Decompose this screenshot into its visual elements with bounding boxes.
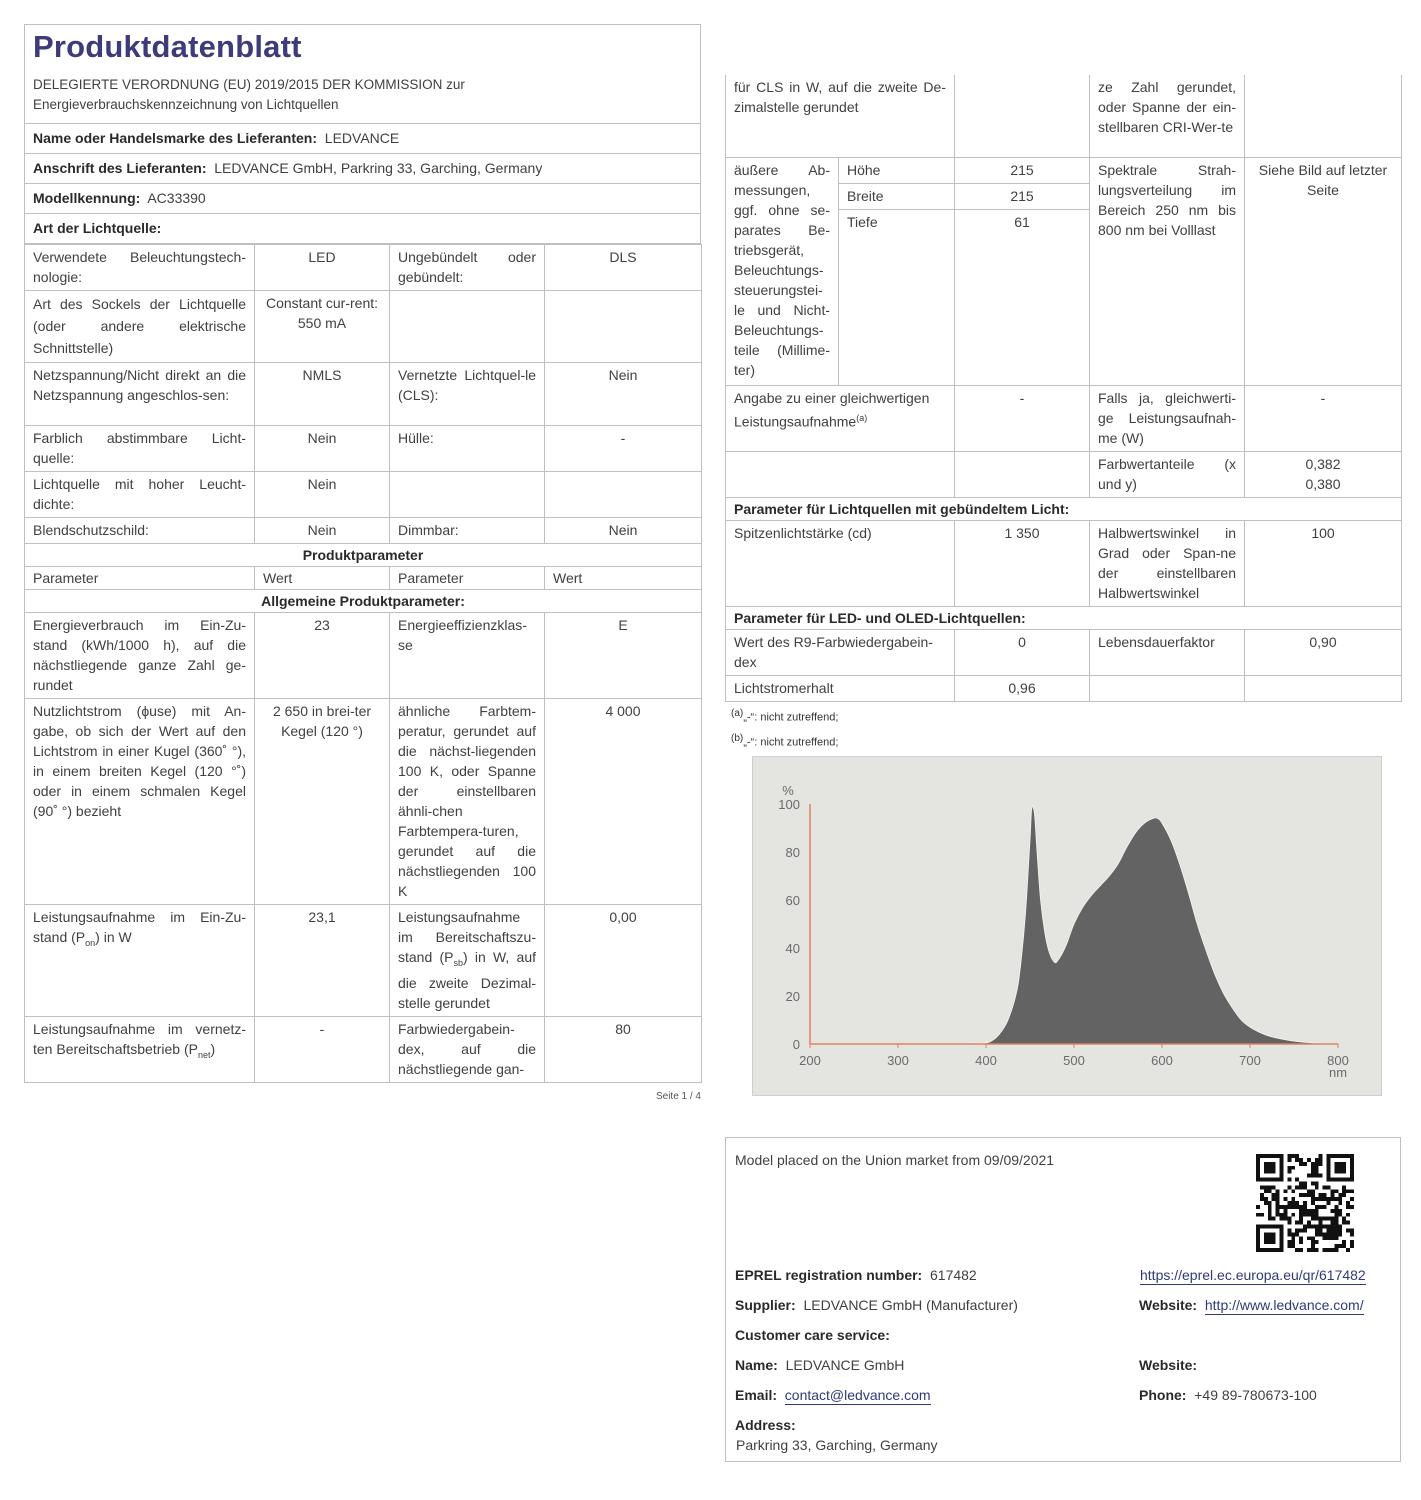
chromaticity-x: 0,382 xyxy=(1305,455,1341,472)
value-cell xyxy=(955,451,1090,497)
table-row xyxy=(726,520,1402,606)
param-cell: Falls ja, gleichwerti-ge Leistungsaufnah-me (W) xyxy=(1090,385,1245,451)
table-row xyxy=(25,613,702,699)
param-cell xyxy=(726,385,955,451)
cc-address-label: Address: xyxy=(735,1417,796,1433)
param-cell: Energieeffizienzklas-se xyxy=(390,613,545,699)
general-parameters-heading: Allgemeine Produktparameter: xyxy=(25,590,702,613)
market-date-text: Model placed on the Union market from 09/09/2021 xyxy=(735,1152,1055,1168)
eprel-url-row xyxy=(1140,1267,1366,1283)
chart-svg xyxy=(753,757,1383,1097)
eprel-url-link[interactable]: https://eprel.ec.europa.eu/qr/617482 xyxy=(1140,1267,1366,1283)
value-cell: - xyxy=(545,426,702,472)
datasheet-page-2 xyxy=(725,75,1401,755)
value-cell: Nein xyxy=(255,426,390,472)
dimensions-label: äußere Ab-messungen, ggf. ohne se-parates Be-triebsgerät, Beleuchtungs-steuerungstei-le und Nicht-Beleuchtungs-teile (Millime-ter) xyxy=(726,157,839,385)
cc-website-label: Website: xyxy=(1139,1357,1198,1373)
param-cell: Halbwertswinkel in Grad oder Span-ne der einstellbaren Halbwertswinkel xyxy=(1090,520,1245,606)
regulation-line-1: DELEGIERTE VERORDNUNG (EU) 2019/2015 DER KOMMISSION zur xyxy=(33,77,465,92)
cc-email-label: Email: xyxy=(735,1387,778,1403)
param-cell xyxy=(390,472,545,518)
x-tick-label: 400 xyxy=(975,1053,997,1068)
table-row xyxy=(25,905,702,1017)
cc-name-label: Name: xyxy=(735,1357,778,1373)
table-row xyxy=(726,675,1402,701)
value-cell: - xyxy=(1245,385,1402,451)
product-parameters-heading: Produktparameter xyxy=(25,544,702,567)
dimension-depth-value: 61 xyxy=(955,209,1090,385)
website-label: Website: xyxy=(1139,1297,1198,1313)
param-cell: Energieverbrauch im Ein-Zu-stand (kWh/1000 h), auf die nächstliegende ganze Zahl ge-rundet xyxy=(25,613,255,699)
cc-phone-label: Phone: xyxy=(1139,1387,1187,1403)
cc-email-row xyxy=(735,1387,931,1403)
value-cell: 2 650 in brei-ter Kegel (120 °) xyxy=(255,699,390,905)
footnote-text: „-“: nicht zutreffend; xyxy=(743,736,839,749)
param-subscript: sb xyxy=(453,957,463,968)
spectral-label: Spektrale Strah-lungsverteilung im Bereich 250 nm bis 800 nm bei Volllast xyxy=(1090,157,1245,385)
table-row xyxy=(25,245,702,291)
section-heading-row xyxy=(25,544,702,567)
table-row xyxy=(25,363,702,426)
value-cell: - xyxy=(955,385,1090,451)
param-cell: Farblich abstimmbare Licht-quelle: xyxy=(25,426,255,472)
qr-code-icon[interactable] xyxy=(1256,1154,1354,1252)
supplier-name-label: Name oder Handelsmarke des Lieferanten: xyxy=(33,130,317,146)
y-tick-label: 60 xyxy=(785,893,800,908)
column-header-row xyxy=(25,567,702,590)
regulation-line-2: Energieverbrauchskennzeichnung von Lichtquellen xyxy=(33,97,339,112)
spectral-distribution-chart xyxy=(752,756,1382,1096)
table-row xyxy=(25,291,702,363)
cc-phone-row xyxy=(1139,1387,1317,1403)
param-text: ) xyxy=(210,1040,216,1057)
param-cell xyxy=(1090,675,1245,701)
value-cell: 0,00 xyxy=(545,905,702,1017)
value-cell: Nein xyxy=(545,363,702,426)
datasheet-page-1 xyxy=(24,24,701,1102)
param-cell: Blendschutzschild: xyxy=(25,518,255,544)
value-cell: NMLS xyxy=(255,363,390,426)
value-cell: 0,90 xyxy=(1245,629,1402,675)
page-title: Produktdatenblatt xyxy=(33,29,302,64)
param-cell: Nutzlichtstrom (ϕuse) mit An-gabe, ob sich der Wert auf den Lichtstrom in einer Kugel (360˚ °), in einem breiten Kegel (120 °˚) oder in einem schmalen Kegel (90˚ °) bezieht xyxy=(25,699,255,905)
value-cell: E xyxy=(545,613,702,699)
param-text: Leistungsaufnahme im Ein-Zu-stand (P xyxy=(33,909,246,945)
param-cell: ähnliche Farbtem-peratur, gerundet auf die nächst-liegenden 100 K, oder Spanne der einstellbaren ähnli-chen Farbtempera-turen, gerundet auf die nächstliegenden 100 K xyxy=(390,699,545,905)
supplier-label: Supplier: xyxy=(735,1297,796,1313)
chromaticity-y: 0,380 xyxy=(1305,475,1341,492)
param-cell: Lichtquelle mit hoher Leucht-dichte: xyxy=(25,472,255,518)
param-cell: für CLS in W, auf die zweite De-zimalstelle gerundet xyxy=(726,75,955,157)
cc-phone-value: +49 89-780673-100 xyxy=(1194,1387,1317,1403)
supplier-address-label: Anschrift des Lieferanten: xyxy=(33,160,207,176)
regulation-text xyxy=(25,73,700,124)
supplier-address-value: LEDVANCE GmbH, Parkring 33, Garching, Germany xyxy=(214,160,543,176)
y-axis-label: % xyxy=(782,783,794,798)
table-row xyxy=(726,385,1402,451)
light-source-type-label: Art der Lichtquelle: xyxy=(33,220,162,236)
table-row xyxy=(25,518,702,544)
eprel-label: EPREL registration number: xyxy=(735,1267,923,1283)
footnote-mark: (a) xyxy=(731,707,744,719)
param-text: Leistungsaufnahme im vernetz-ten Bereitschaftsbetrieb (P xyxy=(33,1020,246,1057)
value-cell: 23 xyxy=(255,613,390,699)
x-tick-label: 200 xyxy=(799,1053,821,1068)
param-cell xyxy=(25,1016,255,1082)
cc-address-label-row xyxy=(735,1417,796,1433)
table-row xyxy=(726,157,1402,183)
supplier-address-row xyxy=(25,154,700,184)
cc-name-value: LEDVANCE GmbH xyxy=(785,1357,905,1373)
value-cell xyxy=(545,472,702,518)
param-cell xyxy=(390,905,545,1017)
col-header-value: Wert xyxy=(545,567,702,590)
footnote xyxy=(725,702,1401,730)
value-cell: Nein xyxy=(255,518,390,544)
table-row xyxy=(25,472,702,518)
supplier-name-value: LEDVANCE xyxy=(324,130,400,146)
param-subscript: on xyxy=(85,937,96,948)
page-number: Seite 1 / 4 xyxy=(655,1090,701,1102)
table-row xyxy=(25,1016,702,1082)
value-cell xyxy=(955,75,1090,157)
customer-care-label: Customer care service: xyxy=(735,1327,890,1343)
param-cell xyxy=(390,291,545,363)
param-cell xyxy=(25,905,255,1017)
value-cell: Nein xyxy=(255,472,390,518)
footnote xyxy=(725,727,1401,755)
spectrum-area-series-0 xyxy=(968,806,1316,1044)
y-tick-label: 20 xyxy=(785,989,800,1004)
footnote-mark: (b) xyxy=(731,733,744,745)
value-cell: Nein xyxy=(545,518,702,544)
value-cell: - xyxy=(255,1016,390,1082)
spectral-value: Siehe Bild auf letzter Seite xyxy=(1245,157,1402,385)
led-heading: Parameter für LED- und OLED-Lichtquellen: xyxy=(726,606,1402,629)
param-cell: Hülle: xyxy=(390,426,545,472)
website-row xyxy=(1139,1297,1364,1313)
y-tick-label: 80 xyxy=(785,845,800,860)
param-text: ) in W, auf die zweite Dezimal-stelle gerundet xyxy=(398,949,536,1011)
param-cell: Verwendete Beleuchtungstech-nologie: xyxy=(25,245,255,291)
value-cell xyxy=(1245,75,1402,157)
light-source-type-row xyxy=(25,214,700,244)
table-row xyxy=(726,451,1402,497)
light-source-table xyxy=(24,244,702,1083)
eprel-row xyxy=(735,1267,977,1283)
cc-name-row xyxy=(735,1357,904,1373)
cc-address-value: Parkring 33, Garching, Germany xyxy=(736,1437,938,1453)
param-cell: Wert des R9-Farbwiedergabein-dex xyxy=(726,629,955,675)
param-text: ) in W xyxy=(95,929,132,945)
footnote-text: „-“: nicht zutreffend; xyxy=(743,711,839,724)
value-cell xyxy=(1245,675,1402,701)
directional-heading: Parameter für Lichtquellen mit gebündeltem Licht: xyxy=(726,497,1402,520)
param-subscript: net xyxy=(197,1049,211,1060)
website-link[interactable]: http://www.ledvance.com/ xyxy=(1204,1297,1364,1313)
param-cell: Lichtstromerhalt xyxy=(726,675,955,701)
value-cell: LED xyxy=(255,245,390,291)
section-heading-row xyxy=(726,606,1402,629)
y-tick-label: 40 xyxy=(785,941,800,956)
dimension-height-label: Höhe xyxy=(839,157,955,183)
supplier-name-row xyxy=(25,124,700,154)
x-tick-label: 600 xyxy=(1151,1053,1173,1068)
eprel-value: 617482 xyxy=(930,1267,977,1283)
value-cell: Constant cur-rent: 550 mA xyxy=(255,291,390,363)
model-value: AC33390 xyxy=(147,190,206,206)
param-cell: Ungebündelt oder gebündelt: xyxy=(390,245,545,291)
value-cell: DLS xyxy=(545,245,702,291)
param-cell: Farbwiedergabein-dex, auf die nächstliegende gan- xyxy=(390,1016,545,1082)
section-heading-row xyxy=(25,590,702,613)
cc-email-link[interactable]: contact@ledvance.com xyxy=(784,1387,931,1403)
table-row xyxy=(25,426,702,472)
dimension-width-label: Breite xyxy=(839,183,955,209)
eprel-info-box xyxy=(725,1137,1401,1462)
col-header-parameter: Parameter xyxy=(390,567,545,590)
x-tick-label: 700 xyxy=(1239,1053,1261,1068)
param-cell: Spitzenlichtstärke (cd) xyxy=(726,520,955,606)
dimension-width-value: 215 xyxy=(955,183,1090,209)
param-cell: ze Zahl gerundet, oder Spanne der ein-stellbaren CRI-Wer-te xyxy=(1090,75,1245,157)
header-block xyxy=(24,24,701,244)
footnote-ref: (a) xyxy=(856,412,868,423)
col-header-parameter: Parameter xyxy=(25,567,255,590)
param-cell: Netzspannung/Nicht direkt an die Netzspannung angeschlos-sen: xyxy=(25,363,255,426)
dimension-depth-label: Tiefe xyxy=(839,209,955,385)
value-cell: 0 xyxy=(955,629,1090,675)
value-cell: 4 000 xyxy=(545,699,702,905)
product-parameters-table-continued xyxy=(725,75,1402,702)
supplier-value: LEDVANCE GmbH (Manufacturer) xyxy=(803,1297,1018,1313)
x-tick-label: 500 xyxy=(1063,1053,1085,1068)
model-label: Modellkennung: xyxy=(33,190,141,206)
param-cell: Dimmbar: xyxy=(390,518,545,544)
dimension-height-value: 215 xyxy=(955,157,1090,183)
value-cell xyxy=(545,291,702,363)
param-cell: Vernetzte Lichtquel-le (CLS): xyxy=(390,363,545,426)
supplier-row xyxy=(735,1297,1018,1313)
x-axis-label: nm xyxy=(1328,1065,1348,1080)
table-row xyxy=(726,75,1402,157)
model-row xyxy=(25,184,700,214)
value-cell: 100 xyxy=(1245,520,1402,606)
param-text: Leistungsaufnahme im Bereitschaftszu-stand (P xyxy=(398,909,536,965)
table-row xyxy=(726,629,1402,675)
customer-care-heading xyxy=(735,1327,890,1343)
value-cell: 23,1 xyxy=(255,905,390,1017)
x-tick-label: 800 xyxy=(1327,1053,1349,1068)
chromaticity-label: Farbwertanteile (x und y) xyxy=(1090,451,1245,497)
chromaticity-value xyxy=(1245,451,1402,497)
value-cell: 80 xyxy=(545,1016,702,1082)
param-cell xyxy=(726,451,955,497)
cc-website-row xyxy=(1139,1357,1197,1373)
x-tick-label: 300 xyxy=(887,1053,909,1068)
param-cell: Lebensdauerfaktor xyxy=(1090,629,1245,675)
y-tick-label: 100 xyxy=(778,797,800,812)
value-cell: 0,96 xyxy=(955,675,1090,701)
equivalent-power-label: Angabe zu einer gleichwertigen Leistungsaufnahme xyxy=(734,389,930,430)
value-cell: 1 350 xyxy=(955,520,1090,606)
y-tick-label: 0 xyxy=(792,1037,800,1052)
section-heading-row xyxy=(726,497,1402,520)
param-cell: Art des Sockels der Lichtquelle (oder andere elektrische Schnittstelle) xyxy=(25,291,255,363)
table-row xyxy=(25,699,702,905)
col-header-value: Wert xyxy=(255,567,390,590)
